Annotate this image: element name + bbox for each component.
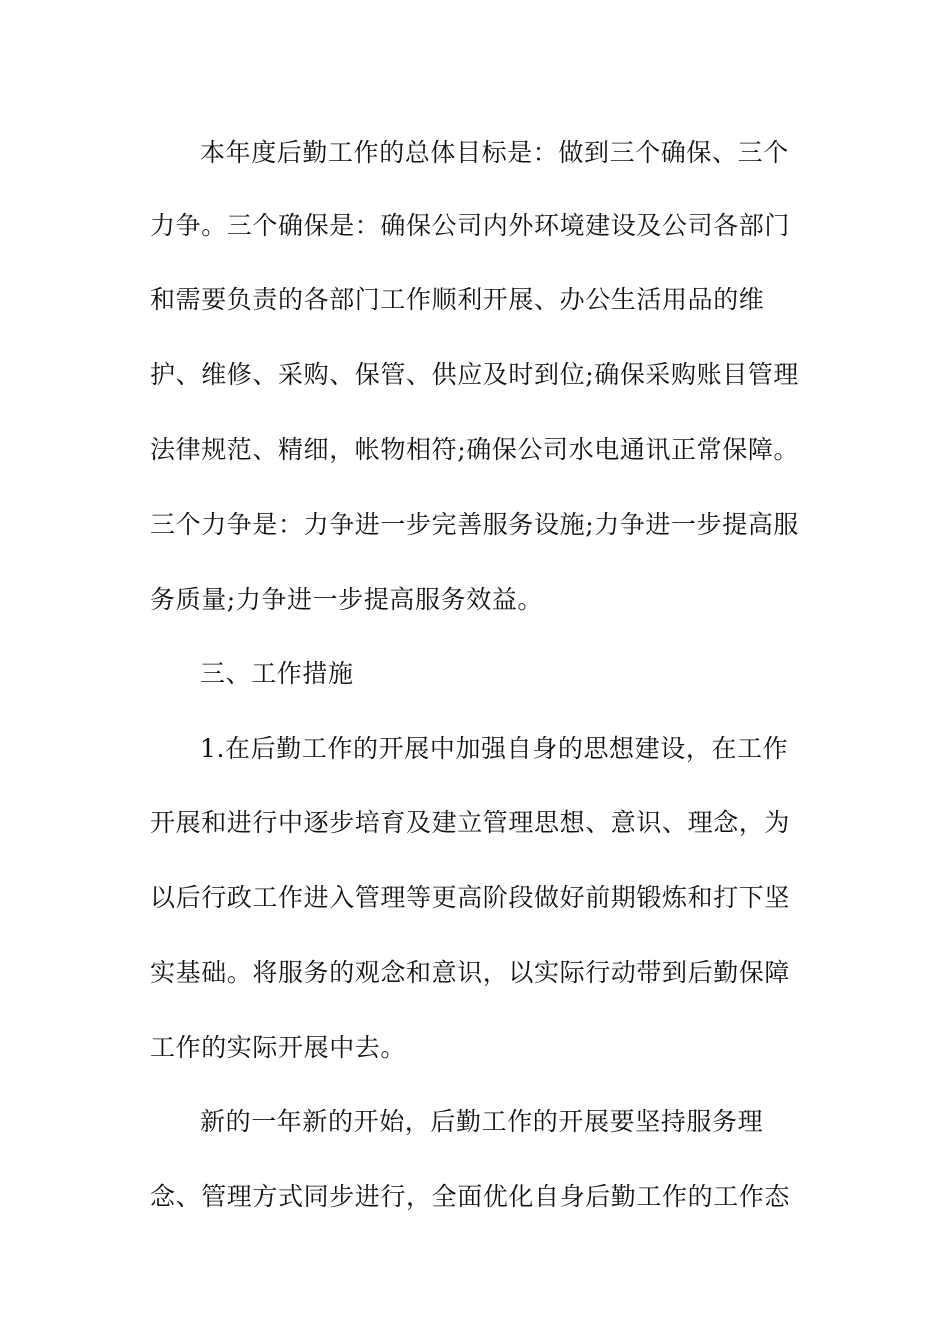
paragraph-line: 法律规范、精细，帐物相符;确保公司水电通讯正常保障。 — [150, 435, 800, 464]
section-heading: 三、工作措施 — [200, 659, 354, 688]
paragraph-line: 念、管理方式同步进行，全面优化自身后勤工作的工作态 — [150, 1182, 791, 1211]
paragraph-line: 力争。三个确保是：确保公司内外环境建设及公司各部门 — [150, 211, 791, 240]
paragraph-line: 本年度后勤工作的总体目标是：做到三个确保、三个 — [200, 138, 789, 167]
paragraph-line: 1.在后勤工作的开展中加强自身的思想建设，在工作 — [200, 734, 789, 763]
paragraph-line: 和需要负责的各部门工作顺利开展、办公生活用品的维 — [150, 285, 765, 314]
paragraph-line: 开展和进行中逐步培育及建立管理思想、意识、理念，为 — [150, 808, 791, 837]
paragraph-line: 三个力争是：力争进一步完善服务设施;力争进一步提高服 — [150, 510, 800, 539]
paragraph-line: 护、维修、采购、保管、供应及时到位;确保采购账目管理 — [150, 360, 800, 389]
paragraph-line: 以后行政工作进入管理等更高阶段做好前期锻炼和打下坚 — [150, 883, 791, 912]
paragraph-line: 工作的实际开展中去。 — [150, 1033, 407, 1062]
paragraph-line: 务质量;力争进一步提高服务效益。 — [150, 585, 544, 614]
paragraph-line: 实基础。将服务的观念和意识，以实际行动带到后勤保障 — [150, 958, 791, 987]
paragraph-line: 新的一年新的开始，后勤工作的开展要坚持服务理 — [200, 1107, 764, 1136]
